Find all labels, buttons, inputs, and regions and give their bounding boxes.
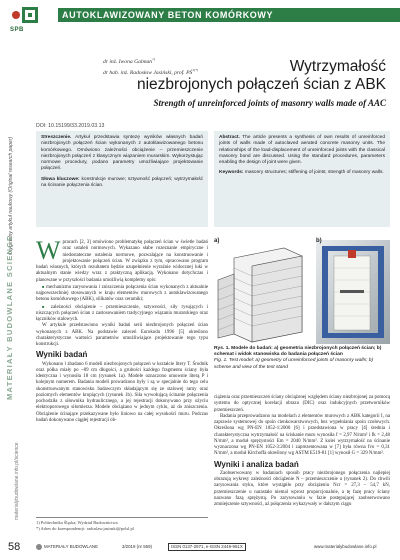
right-paragraph-1: ciążenia oraz przemieszczeń ściany obciążonej względem ściany niezbrojonej za pomocą systemu do optycznej korelacji obrazu (DIC) oraz indukcyjnych przetworników przemieszczeń.: [214, 395, 390, 413]
figure-label-b: b): [316, 238, 322, 244]
abstract-pl-text: Artykuł przedstawia syntezę wyników własnych badań niezbrojonych połączeń ścian wykonanych z autoklawizowanego betonu komórkowego. Omówiono zależności obciążenie – przemieszczenie niezbrojonych połączeń z klasycznym wiązaniem murarskim. Wykorzystując normowe procedury, podano parametry umożliwiające projektowanie połączeń.: [41, 135, 203, 172]
caption-label-en: Fig. 1. Test model:: [214, 358, 255, 364]
abstract-pl-label: Streszczenie.: [41, 135, 72, 140]
paragraph-2: W artykule przedstawiono wyniki badań serii niezbrojonych połączeń ścian wykonanych z ABK. Na podstawie zaleceń Eurokodu 1996 [5] określono charakterystyczne wartości parametrów umożliwiające projektowanie tego typu konstrukcji.: [36, 323, 208, 347]
section-heading-analysis: Wyniki i analiza badań: [214, 459, 299, 469]
intro-paragraph: Wpracach [2, 3] omówiono problematykę połączeń ścian w świetle badań oraz ustaleń normowych. Wykazano słabe rozeznanie empiryczne i niedostateczne ustalenia normowe, pozwalające na konstruowanie i projektowanie połączeń ścian. W związku z tym, opracowano program badań własnych, których rezultatem będzie uzupełnienie wyraźnie widocznej luki w aktualnym stanie wiedzy wraz z praktyczną aplikacją. Wykonano dotychczas i planowane w przyszłości badania umożliwią kompletny opis:: [36, 236, 208, 283]
abstract-polish: [36, 131, 208, 227]
title-line-2: niezbrojonych połączeń ścian z ABK: [136, 76, 386, 93]
figure-caption: [214, 346, 390, 371]
section-heading-results: Wyniki badań: [36, 350, 88, 360]
article-title-english: Strength of unreinforced joints of masonry walls made of AAC: [153, 98, 386, 108]
keywords-en: masonry structures; stiffening of joints; strength of masonry walls.: [244, 170, 384, 176]
footnote-2: *) Adres do korespondencji: radoslaw.jasinski@polsl.pl: [36, 525, 134, 531]
page-number: 58: [8, 541, 21, 553]
footer-journal-name: MATERIAŁY BUDOWLANE: [36, 543, 98, 551]
footer-bar: [36, 543, 392, 551]
keywords-en-label: Keywords:: [219, 170, 244, 176]
body-right-column: [214, 395, 390, 508]
keywords-pl: konstrukcje murowe; sztywność połączeń; wytrzymałość na ścinanie połączenia ścian.: [41, 176, 203, 189]
article-title: [96, 58, 386, 94]
body-left-column: [36, 236, 208, 424]
article-type-label: Oryginalny artykuł naukowy (Original research paper): [8, 136, 14, 255]
journal-section-title: AUTOKLAWIZOWANY BETON KOMÓRKOWY: [62, 10, 274, 20]
abstract-en-text: The article presents a synthesis of own results of unreinforced joints of walls made of autoclaved aerated concrete masonry units. The relationships of the load-displacement of unreinforced joints with the classical masonry bond are discussed. Using the standard procedures, parameters enabling the design of joint were given.: [219, 135, 386, 166]
keywords-pl-label: Słowa kluczowe:: [41, 176, 80, 182]
abstract-english: [214, 131, 390, 227]
author-2: dr hab. inż. Radosław Jasiński, prof. $PŚ^{1)*)}$: [103, 67, 199, 76]
title-line-1: Wytrzymałość: [289, 58, 386, 75]
author-1: dr inż. Iwona Galman$^{1)}$: [103, 57, 156, 65]
bullet-item-1: ■ mechanizmu zarysowania i zniszczenia połączenia ścian wykonanych z aktualnie najpowszechniej stosowanych w kraju elementów murowych z autoklawizowanego betonu komórkowego (ABK), silikatów oraz ceramiki;: [36, 284, 208, 304]
caption-label-pl: Rys. 1. Modele do badań:: [214, 346, 273, 351]
footnotes: [36, 517, 208, 531]
doi: DOI: 10.15199/33.2019.03.13: [36, 123, 105, 129]
figure-1a-geometry-diagram: [214, 240, 309, 344]
journal-logo-icon: [36, 544, 42, 550]
figure-1: [214, 238, 390, 344]
caption-text-pl: a) geometria niezbrojonych połączeń ścian; b) schemat i widok stanowiska do badania połączeń ścian: [214, 346, 382, 358]
figure-1b-test-stand-photo: [316, 240, 390, 344]
logo-text: SPB: [10, 27, 24, 33]
bullet-item-2: ■ zależności obciążenie – przemieszczenie, sztywności, siły rysujących i niszczących połączeń ścian z zastosowaniem tradycyjnego wiązania murarskiego oraz łączników stalowych.: [36, 304, 208, 324]
right-paragraph-3: Zaobserwowany w badaniach sposób pracy niezbrojonego połączenia najlepiej obrazują wykresy zależności obciążenie N – przemieszczenie u (rysunek 2). Do chwili zarysowania styku, które wystąpiło przy obciążeniu Ncr = 27,3 – 54,7 kN, przemieszczenie u narastało niemal wprost proporcjonalnie, a tę fazę pracy ściany nazwano fazą sprężystą. Po zarysowaniu w fazie postępującej zaobserwowano zmniejszenie sztywności, aż połączenia wykazywały w dalszym ciągu: [214, 470, 390, 507]
figure-label-a: a): [214, 238, 220, 244]
journal-name-vertical: MATERIAŁY BUDOWLANE SCIENCE: [5, 234, 14, 400]
journal-url-vertical: materialybudowlane.info.pl/science: [14, 442, 20, 520]
footnote-1: 1) Politechnika Śląska; Wydział Budownictwa: [36, 520, 118, 525]
right-paragraph-2: Badania przeprowadzono na modelach z elementów murowych z ABK kategorii I, na zaprawie systemowej do spoin cienkowarstwowych, bez wypełniania spoin czołowych. Określona wg PN-EN 1052-1:2000 [6] i przedstawiona w pracy [4] średnia i charakterystyczna wytrzymałość na ściskanie muru wynosiła f = 2,97 N/mm² i fk = 2,48 N/mm², a moduł sprężystości Em = 2040 N/mm². Z kolei wytrzymałość na ścinanie wyznaczona wg PN-EN 1052-3:2004 i zaprezentowana w [7] była równa fvo = 0,31 N/mm², a moduł Kirchoffa określony wg ASTM E519-81 [1] wynosił G = 329 N/mm².: [214, 413, 390, 457]
dropcap: W: [36, 236, 61, 265]
footer-website[interactable]: www.materialybudowlane.info.pl: [314, 544, 377, 549]
abstract-en-label: Abstract.: [219, 135, 240, 140]
footer-issn: ISSN 0137-2971, e-ISSN 2449-951X: [168, 543, 246, 551]
paragraph-3: Wykonano i zbadano 6 modeli niezbrojonych połączeń w kształcie litery T. Środnik oraz półka miały po ~89 cm długości, a grubości każdego fragmentu ściany była identyczna i wynosiła 18 cm (rysunek 1a). Modele oznaczono umownie literą P i kolejnym numerem. Badania modeli prowadzono były i są w specjalnie do tego celu skonstruowanym stanowisku badawczym składającym się ze stalowej ramy oraz poziomych elementów kropiących (rysunek 1b). Siła wywołującą ścinanie połączenia pochodziła z siłownika hydraulicznego, a jej rejestracji dokonywano przy użyciu elektroporowego siłomierza. Modele obciążano w jednym cyklu, aż do zniszczenia. Obciążenie ścinające przekazywane było liniowo na całej wysokości muru. Podczas badań dokonywano ciągłej rejestracji ob-: [36, 361, 208, 423]
caption-text-en: a) geometry of unreinforced joints of masonry walls; b) scheme and view of the test stand: [214, 358, 374, 370]
footer-issue: 3/2019 (nr 559): [122, 544, 153, 549]
